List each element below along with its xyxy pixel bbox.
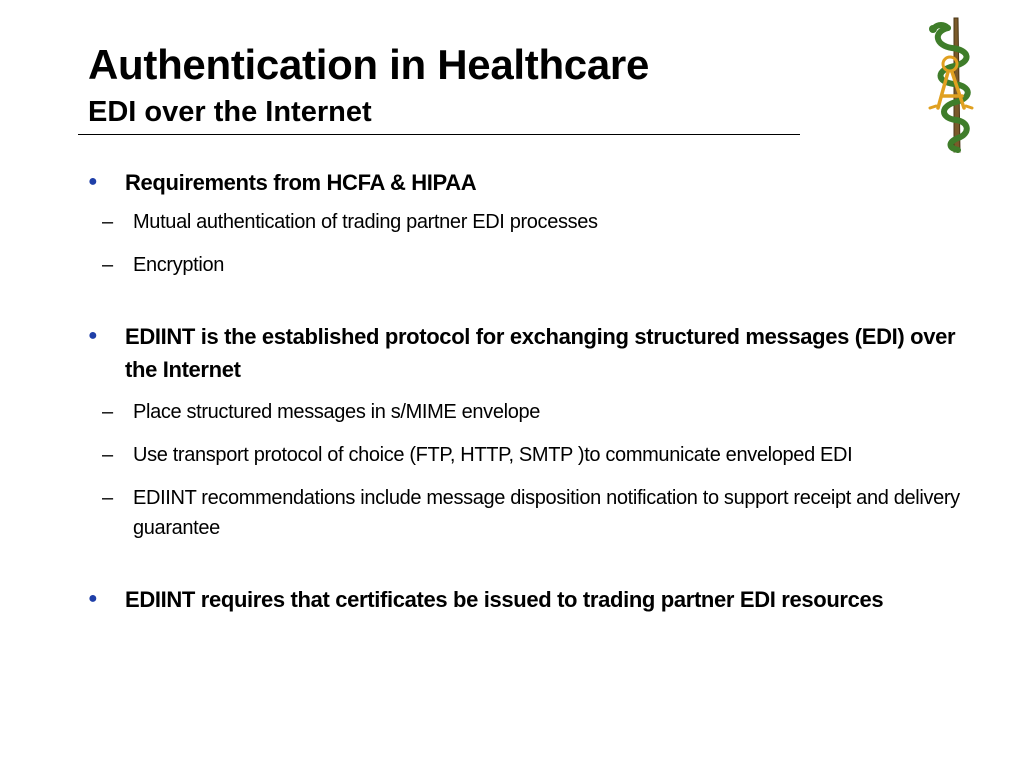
bullet-dot-icon: ● bbox=[88, 173, 98, 190]
dash-icon: – bbox=[102, 401, 114, 423]
sub-bullet-item bbox=[88, 397, 968, 427]
dash-icon: – bbox=[102, 254, 114, 276]
sub-bullet-item bbox=[88, 207, 968, 237]
sub-bullet-text: Place structured messages in s/MIME envelope bbox=[133, 401, 541, 423]
dash-icon: – bbox=[102, 487, 114, 509]
sub-bullet-text: EDIINT recommendations include message disposition notification to support receipt and delivery guarantee bbox=[133, 487, 960, 539]
bullet-text: EDIINT requires that certificates be issued to trading partner EDI resources bbox=[125, 587, 884, 612]
slide-subtitle: EDI over the Internet bbox=[88, 96, 372, 128]
sub-bullet-text: Encryption bbox=[133, 254, 224, 276]
sub-bullet-text: Use transport protocol of choice (FTP, HTTP, SMTP )to communicate enveloped EDI bbox=[133, 444, 853, 466]
bullet-text: EDIINT is the established protocol for exchanging structured messages (EDI) over the Internet bbox=[125, 324, 956, 382]
bullet-text: Requirements from HCFA & HIPAA bbox=[125, 170, 477, 195]
bullet-item bbox=[88, 166, 968, 199]
dash-icon: – bbox=[102, 211, 114, 233]
bullet-dot-icon: ● bbox=[88, 327, 98, 344]
dash-icon: – bbox=[102, 444, 114, 466]
bullet-item bbox=[88, 583, 968, 616]
sub-bullet-item bbox=[88, 250, 968, 280]
sub-bullet-item bbox=[88, 440, 968, 470]
title-divider bbox=[78, 134, 800, 135]
slide-title: Authentication in Healthcare bbox=[88, 41, 650, 88]
caduceus-staff-icon bbox=[918, 12, 984, 154]
bullet-item bbox=[88, 320, 968, 386]
sub-bullet-item bbox=[88, 483, 968, 543]
bullet-dot-icon: ● bbox=[88, 590, 98, 607]
bullet-list bbox=[88, 166, 968, 616]
sub-bullet-text: Mutual authentication of trading partner EDI processes bbox=[133, 211, 598, 233]
